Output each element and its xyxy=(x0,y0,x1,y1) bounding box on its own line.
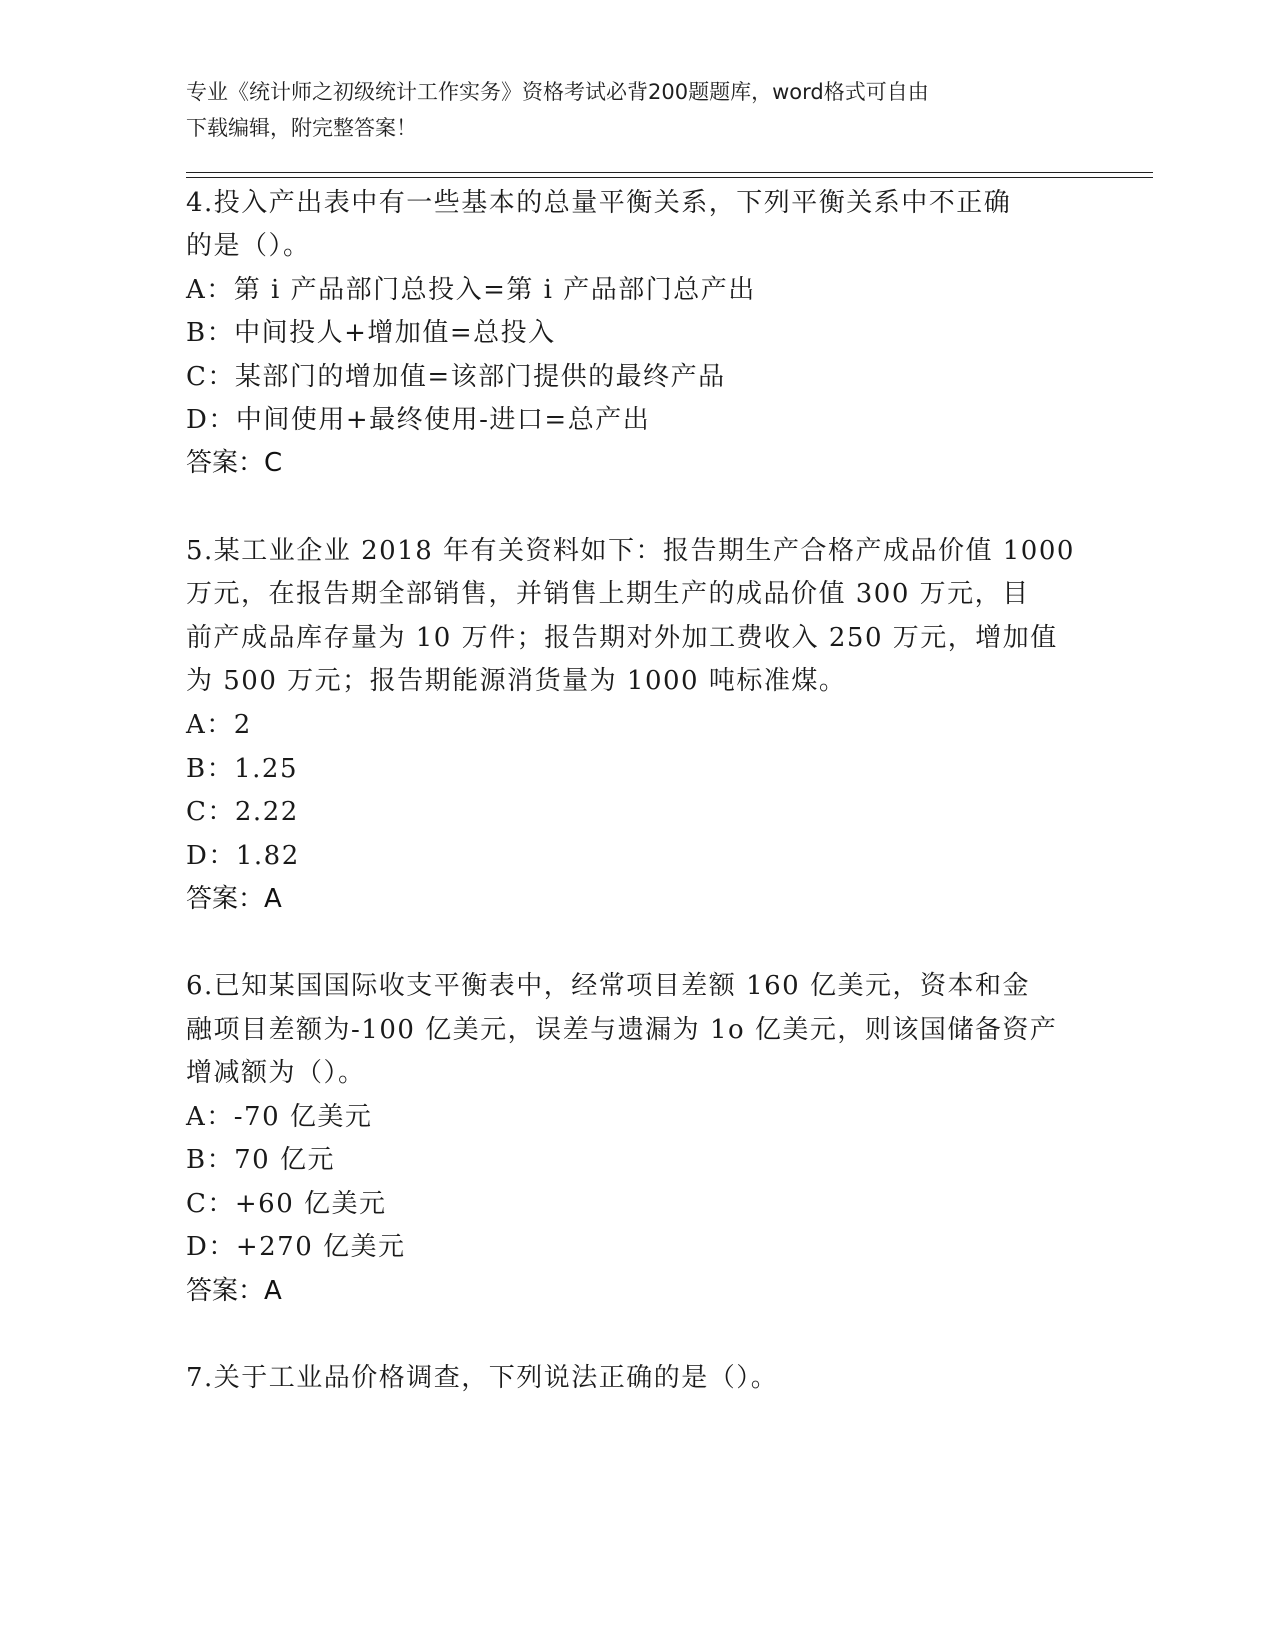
question-6-option-a: A：-70 亿美元 xyxy=(186,1102,373,1132)
header-line-2: 下载编辑，附完整答案！ xyxy=(186,116,417,140)
question-6-stem-line-1: 6.已知某国国际收支平衡表中，经常项目差额 160 亿美元，资本和金 xyxy=(186,971,1030,1001)
question-6-stem-line-2: 融项目差额为-100 亿美元，误差与遗漏为 1o 亿美元，则该国储备资产 xyxy=(186,1015,1058,1045)
header-rule-bottom xyxy=(186,177,1153,178)
question-7-stem-line-1: 7.关于工业品价格调查，下列说法正确的是（）。 xyxy=(186,1363,779,1393)
question-5-option-c: C：2.22 xyxy=(186,797,299,827)
question-5-answer: 答案：A xyxy=(186,884,282,914)
question-4-option-c: C：某部门的增加值=该部门提供的最终产品 xyxy=(186,362,726,392)
question-4-option-a: A：第 i 产品部门总投入=第 i 产品部门总产出 xyxy=(186,275,756,305)
question-5-stem-line-4: 为 500 万元；报告期能源消货量为 1000 吨标准煤。 xyxy=(186,666,847,696)
question-5-stem-line-1: 5.某工业企业 2018 年有关资料如下：报告期生产合格产成品价值 1000 xyxy=(186,536,1075,566)
question-6-answer: 答案：A xyxy=(186,1276,282,1306)
question-4-option-b: B：中间投人+增加值=总投入 xyxy=(186,318,556,348)
question-6-stem-line-3: 增减额为（）。 xyxy=(186,1058,366,1088)
question-5-option-b: B：1.25 xyxy=(186,754,298,784)
question-4-stem-line-2: 的是（）。 xyxy=(186,231,311,261)
header-line-1: 专业《统计师之初级统计工作实务》资格考试必背200题题库，word格式可自由 xyxy=(186,80,929,104)
question-6-option-b: B：70 亿元 xyxy=(186,1145,335,1175)
question-4-option-d: D：中间使用+最终使用-进口=总产出 xyxy=(186,405,651,435)
question-6-option-d: D：+270 亿美元 xyxy=(186,1232,406,1262)
header-rule-top xyxy=(186,172,1153,173)
question-5-stem-line-2: 万元，在报告期全部销售，并销售上期生产的成品价值 300 万元，目 xyxy=(186,579,1030,609)
question-6-option-c: C：+60 亿美元 xyxy=(186,1189,387,1219)
question-4-stem-line-1: 4.投入产出表中有一些基本的总量平衡关系，下列平衡关系中不正确 xyxy=(186,188,1012,218)
question-5-stem-line-3: 前产成品库存量为 10 万件；报告期对外加工费收入 250 万元，增加值 xyxy=(186,623,1058,653)
question-5-option-d: D：1.82 xyxy=(186,841,300,871)
question-4-answer: 答案：C xyxy=(186,448,283,478)
question-5-option-a: A：2 xyxy=(186,710,252,740)
